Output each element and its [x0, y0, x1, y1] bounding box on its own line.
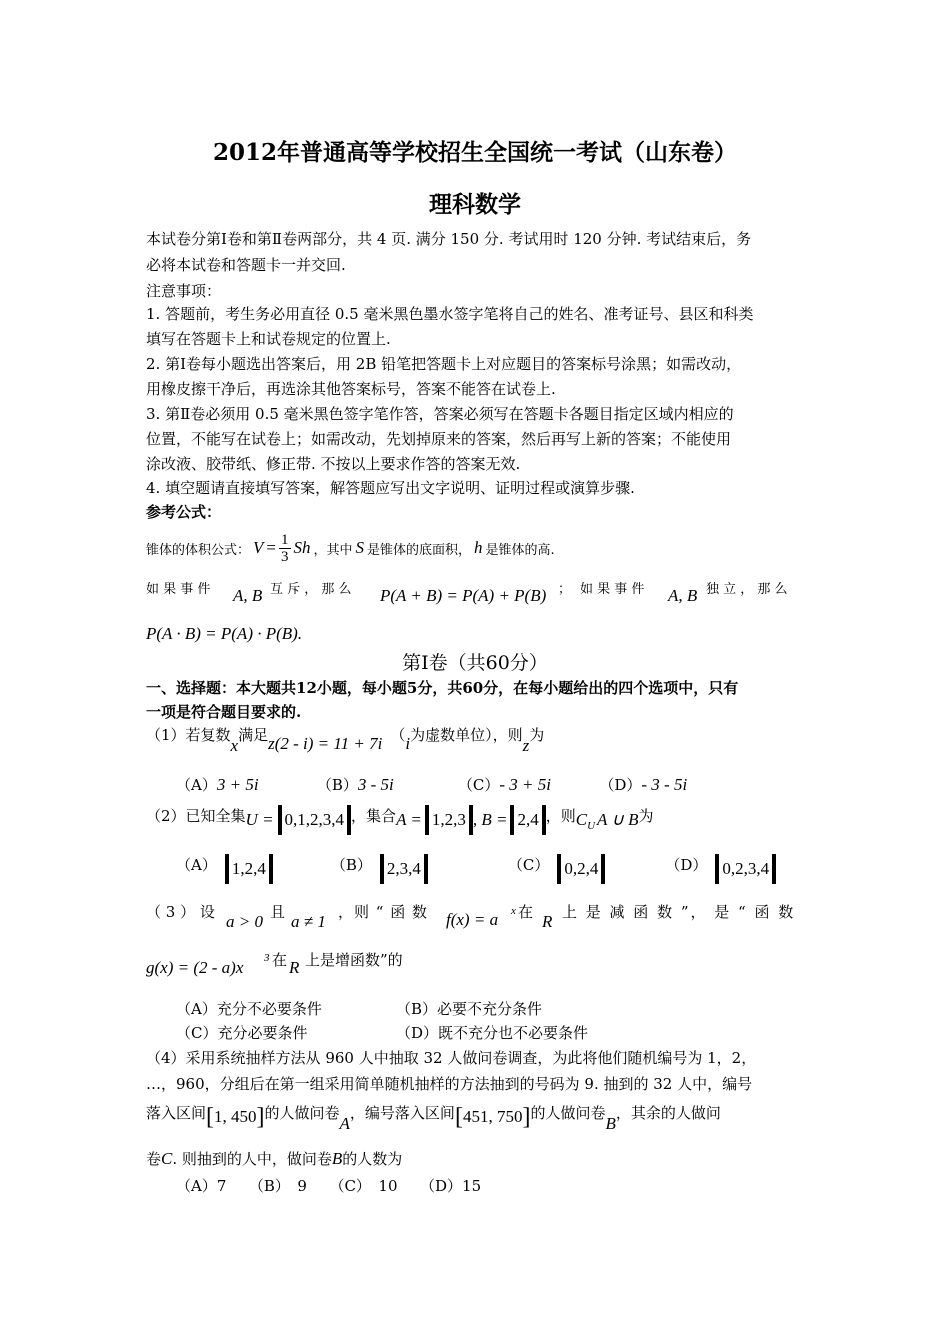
notice-item: 3. 第Ⅱ卷必须用 0.5 毫米黑色签字笔作答，答案必须写在答题卡各题目指定区域内相应的	[146, 405, 734, 423]
q3-text: 且	[270, 903, 286, 921]
cone-desc2: 是锥体的高.	[485, 542, 555, 558]
q2-u: U =	[245, 810, 274, 829]
notice-item: 2. 第Ⅰ卷每小题选出答案后，用 2B 铅笔把答题卡上对应题目的答案标号涂黑；如需改动，	[146, 355, 742, 373]
question-2	[146, 803, 653, 837]
q3-fx-exponent: x	[511, 905, 516, 917]
q3-text: 上是增函数”的	[305, 951, 403, 969]
event-ab: A, B	[233, 586, 263, 605]
option-label: （B）	[330, 856, 372, 874]
q3-text: 在	[272, 951, 288, 969]
indep-text: 独 立 ， 那 么	[706, 582, 788, 597]
q4-b: B	[605, 1114, 616, 1133]
q3-fx: f(x) = a	[446, 910, 499, 929]
q2-text: ，集合	[351, 807, 397, 825]
set-bracket	[269, 854, 273, 884]
section-heading: 第Ⅰ卷（共60分）	[402, 652, 548, 674]
cone-v: V	[253, 538, 264, 557]
q3-r: R	[542, 912, 553, 931]
mutual-text: 互 斥 ， 那 么	[270, 582, 352, 597]
event-text: 如 果 事 件	[580, 582, 645, 597]
q4-text: 的人做问卷	[530, 1104, 606, 1122]
q3-text: 在	[518, 903, 534, 921]
set-bracket	[425, 805, 429, 835]
q2-sub: U	[587, 820, 596, 832]
q1-text: （1）若复数	[146, 726, 231, 744]
cone-eq: =	[266, 538, 276, 557]
q2-text: 为	[638, 807, 654, 825]
cone-fraction	[279, 532, 291, 565]
q2-aset: 1,2,3	[431, 810, 466, 829]
fraction-numerator: 1	[281, 531, 289, 548]
q4-c: C	[161, 1149, 173, 1168]
q4-text: 的人数为	[342, 1150, 403, 1168]
q2-complement: C	[575, 810, 588, 829]
option-label: （D）	[665, 856, 708, 874]
option-value: - 3 + 5i	[499, 775, 551, 794]
q4-text: 的人做问卷	[264, 1104, 340, 1122]
q1-text: 为虚数单位），则	[410, 726, 523, 744]
formulas-label: 参考公式：	[146, 503, 222, 521]
q2-text: （2）已知全集	[146, 807, 246, 825]
set-bracket	[601, 854, 605, 884]
option-value: 2,3,4	[386, 859, 421, 878]
q3-option-a: （A）充分不必要条件	[176, 1000, 322, 1018]
q3-option-c: （C）充分必要条件	[176, 1024, 308, 1042]
q1-x: x	[230, 736, 239, 755]
q2-union: A ∪ B	[597, 810, 639, 829]
option-label: （A）	[176, 776, 217, 794]
q1-i: i	[405, 734, 411, 753]
q4-options: （A）7 （B） 9 （C） 10 （D）15	[176, 1177, 482, 1195]
q1-text: 为	[529, 726, 545, 744]
event-ab: A, B	[668, 586, 698, 605]
option-value: 1,2,4	[231, 859, 266, 878]
option-value: 0,2,3,4	[722, 859, 770, 878]
q4-b: B	[331, 1149, 343, 1168]
option-value: - 3 - 5i	[641, 775, 688, 794]
semicolon: ；	[558, 582, 572, 597]
q1-options	[176, 772, 736, 798]
q4-text: . 则抽到的人中，做问卷	[172, 1150, 332, 1168]
option-label: （C）	[457, 776, 500, 794]
set-bracket	[225, 854, 229, 884]
exam-title: 2012年普通高等学校招生全国统一考试（山东卷）	[212, 139, 737, 166]
set-bracket	[424, 854, 428, 884]
q3-text: ，则 “ 函 数	[338, 903, 428, 921]
q4-text: ，其余的人做问	[615, 1104, 721, 1122]
option-label: （B）	[316, 776, 358, 794]
notice-item: 4. 填空题请直接填写答案，解答题应写出文字说明、证明过程或演算步骤.	[146, 479, 635, 497]
q3-gx: g(x) = (2 - a)x	[146, 958, 244, 977]
q4-line: …，960，分组后在第一组采用简单随机抽样的方法抽到的号码为 9. 抽到的 32 人中，编号	[146, 1075, 753, 1093]
q4-line: （4）采用系统抽样方法从 960 人中抽取 32 人做问卷调查，为此将他们随机编号为 1，2，	[146, 1049, 757, 1067]
q2-a: A =	[396, 810, 422, 829]
option-label: （D）	[599, 776, 642, 794]
q2-options	[176, 852, 776, 886]
set-bracket	[510, 805, 514, 835]
q4-last-line	[146, 1146, 402, 1172]
option-value: 3 - 5i	[357, 775, 394, 794]
notice-label: 注意事项：	[146, 282, 222, 300]
q3-option-b: （B）必要不充分条件	[396, 1000, 543, 1018]
q3-gx-exponent: 3	[264, 952, 270, 964]
q3-text: （ 3 ） 设	[146, 903, 215, 921]
q2-text: ，则	[545, 807, 576, 825]
q4-text: 落入区间	[146, 1104, 207, 1122]
event-text: 如 果 事 件	[146, 582, 211, 597]
q1-equation: z(2 - i) = 11 + 7i	[268, 734, 383, 753]
set-bracket	[380, 854, 384, 884]
section-instruction: 一、选择题：本大题共12小题，每小题5分，共60分，在每小题给出的四个选项中，只有	[146, 679, 739, 697]
cone-s: S	[355, 538, 365, 557]
intro-line: 必将本试卷和答题卡一并交回.	[146, 256, 346, 274]
section-instruction: 一项是符合题目要求的.	[146, 703, 302, 721]
notice-item: 1. 答题前，考生务必用直径 0.5 毫米黑色墨水签字笔将自己的姓名、准考证号、县区和科类	[146, 305, 754, 323]
q4-text: ，编号落入区间	[349, 1104, 455, 1122]
q1-text: （	[390, 726, 406, 744]
q3-a-neq: a ≠ 1	[291, 912, 326, 931]
set-bracket	[772, 854, 776, 884]
q4-intervals: 落入区间 [ 1, 450 ] 的人做问卷 A ，编号落入区间 [ 451, 750 ] 的人做问卷 B ，其余的人做问	[146, 1100, 721, 1134]
option-label: （C）	[507, 856, 550, 874]
option-value: 3 + 5i	[216, 775, 259, 794]
notice-item: 位置，不能写在试卷上；如需改动，先划掉原来的答案，然后再写上新的答案；不能使用	[146, 430, 732, 448]
set-bracket	[278, 805, 282, 835]
cone-prefix: 锥体的体积公式：	[146, 542, 251, 558]
question-1	[146, 722, 544, 760]
intro-line: 本试卷分第Ⅰ卷和第Ⅱ卷两部分，共 4 页. 满分 150 分. 考试用时 120 分钟. 考试结束后，务	[146, 230, 752, 248]
cone-mid: ，其中	[313, 542, 353, 558]
interval-2: 451, 750	[462, 1107, 523, 1126]
option-label: （A）	[176, 856, 217, 874]
cone-sh: Sh	[293, 538, 311, 557]
cone-h: h	[474, 538, 483, 557]
notice-item: 填写在答题卡上和试卷规定的位置上.	[146, 330, 391, 348]
q3-a-positive: a > 0	[226, 912, 263, 931]
q1-z: z	[522, 736, 530, 755]
option-value: 0,2,4	[564, 859, 599, 878]
set-bracket	[557, 854, 561, 884]
q3-r: R	[289, 958, 300, 977]
notice-item: 用橡皮擦干净后，再选涂其他答案标号，答案不能答在试卷上.	[146, 380, 556, 398]
q3-text: 上 是 减 函 数 ”， 是 “ 函 数	[562, 903, 796, 921]
q3-option-d: （D）既不充分也不必要条件	[396, 1024, 589, 1042]
q2-b: , B =	[472, 810, 508, 829]
fraction-denominator: 3	[281, 548, 289, 565]
notice-item: 涂改液、胶带纸、修正带. 不按以上要求作答的答案无效.	[146, 455, 521, 473]
cone-desc: 是锥体的底面积，	[367, 542, 472, 558]
interval-1: 1, 450	[214, 1107, 257, 1126]
cone-formula	[146, 528, 555, 568]
q2-uset: 0,1,2,3,4	[284, 810, 345, 829]
q1-text: 满足	[238, 726, 269, 744]
q4-text: 卷	[146, 1150, 162, 1168]
q4-a: A	[339, 1114, 350, 1133]
sum-formula: P(A + B) = P(A) + P(B)	[380, 586, 547, 605]
product-formula: P(A · B) = P(A) · P(B).	[146, 624, 303, 643]
exam-subtitle: 理科数学	[429, 191, 521, 218]
set-bracket	[715, 854, 719, 884]
q2-bset: 2,4	[517, 810, 539, 829]
